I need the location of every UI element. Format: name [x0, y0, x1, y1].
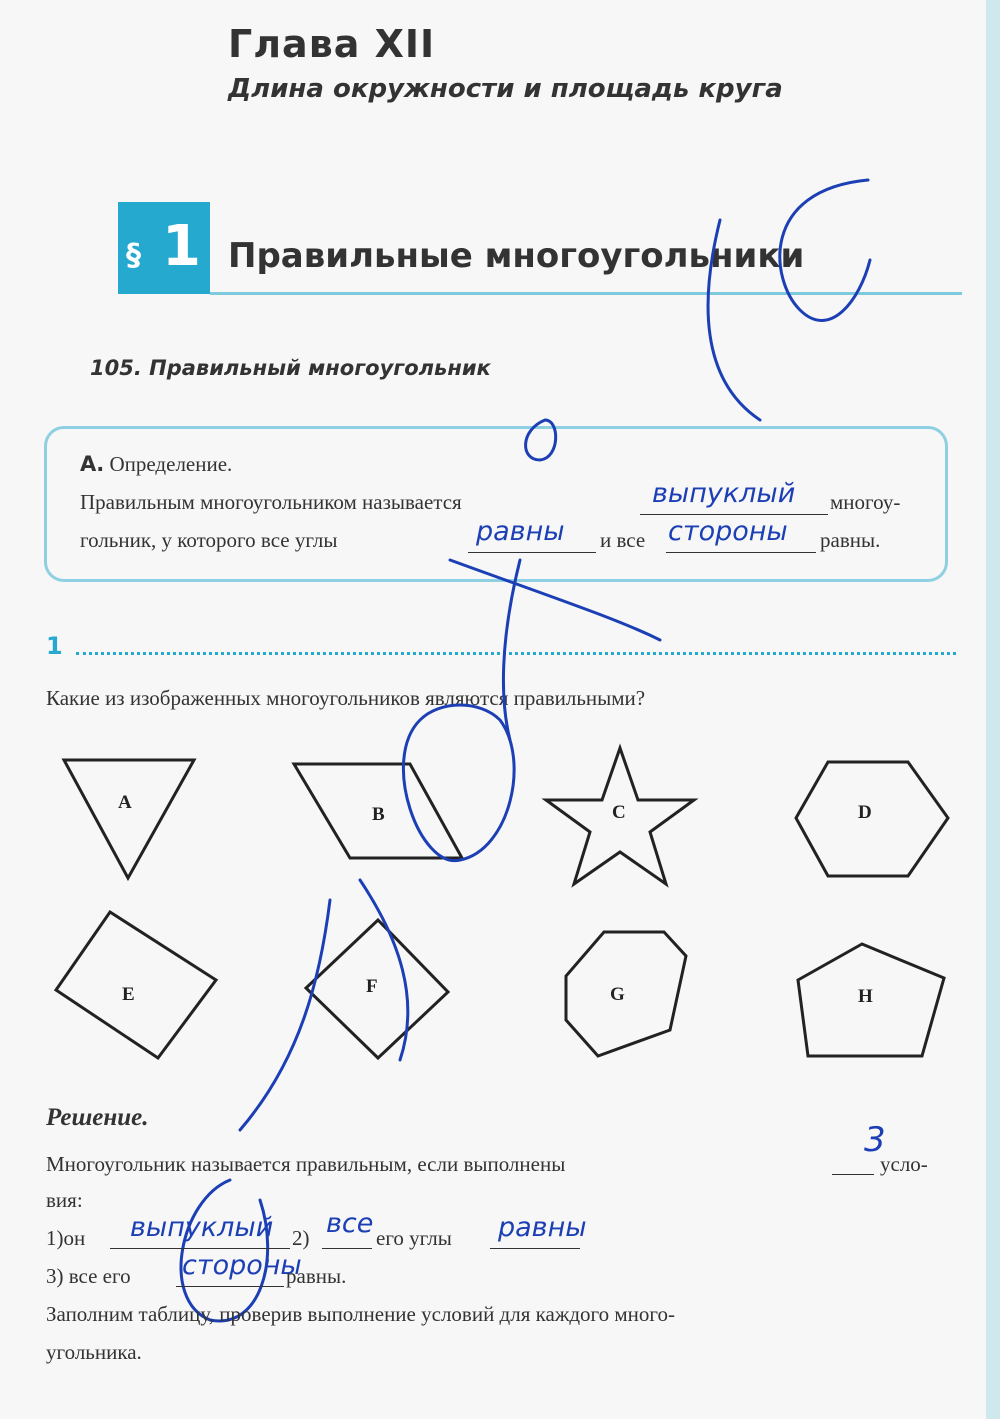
shape-label-a: A — [118, 792, 132, 813]
definition-label: А. — [80, 452, 105, 476]
solution-line4-end: равны. — [286, 1264, 347, 1288]
shape-label-g: G — [610, 984, 625, 1005]
handwritten-answer: равны — [476, 516, 565, 547]
shape-g — [566, 932, 686, 1056]
shape-label-f: F — [366, 976, 378, 997]
blank-line — [322, 1248, 372, 1249]
solution-line1: Многоугольник называется правильным, если выполнены — [46, 1152, 566, 1176]
task-number: 1 — [46, 632, 63, 660]
handwritten-answer: все — [326, 1208, 374, 1239]
handwritten-answer: стороны — [182, 1250, 302, 1281]
item-title: 105. Правильный многоугольник — [90, 356, 491, 380]
solution-line4-start: 3) все его — [46, 1264, 131, 1288]
shape-e — [56, 912, 216, 1058]
task-question: Какие из изображенных многоугольников являются правильными? — [46, 686, 646, 710]
definition-line2-end: равны. — [820, 528, 881, 552]
shape-label-e: E — [122, 984, 135, 1005]
section-number: 1 — [162, 214, 201, 279]
definition-line1-end: многоу- — [830, 490, 901, 514]
solution-line3-mid2: его углы — [376, 1226, 452, 1250]
solution-line3-start: 1)он — [46, 1226, 86, 1250]
solution-line5: Заполним таблицу, проверив выполнение условий для каждого много- — [46, 1302, 675, 1326]
section-symbol: § — [126, 238, 141, 273]
handwritten-answer: выпуклый — [652, 478, 796, 509]
shape-a — [64, 760, 194, 878]
handwritten-answer: выпуклый — [130, 1212, 274, 1243]
handwritten-answer: равны — [498, 1212, 587, 1243]
chapter-subtitle: Длина окружности и площадь круга — [228, 74, 783, 104]
shape-label-c: C — [612, 802, 626, 823]
definition-heading: Определение. — [109, 452, 233, 476]
solution-line1-end: усло- — [880, 1152, 928, 1176]
handwritten-answer: стороны — [668, 516, 788, 547]
definition-line2-start: гольник, у которого все углы — [80, 528, 338, 552]
handwritten-answer: 3 — [864, 1120, 886, 1160]
solution-line6: угольника. — [46, 1340, 142, 1364]
shape-d — [796, 762, 948, 876]
chapter-title: Глава XII — [228, 22, 436, 66]
shape-label-h: H — [858, 986, 873, 1007]
blank-line — [110, 1248, 290, 1249]
blank-line — [176, 1286, 284, 1287]
definition-line1-start: Правильным многоугольником называется — [80, 490, 462, 514]
solution-line3-mid: 2) — [292, 1226, 310, 1250]
handwritten-scribble — [181, 180, 870, 1321]
blank-line — [832, 1174, 874, 1175]
section-title: Правильные многоугольники — [228, 236, 805, 276]
definition-line2-middle: и все — [600, 528, 646, 552]
solution-heading: Решение. — [46, 1104, 149, 1131]
shape-label-b: B — [372, 804, 385, 825]
solution-line2: вия: — [46, 1188, 83, 1212]
shape-label-d: D — [858, 802, 872, 823]
blank-line — [490, 1248, 580, 1249]
